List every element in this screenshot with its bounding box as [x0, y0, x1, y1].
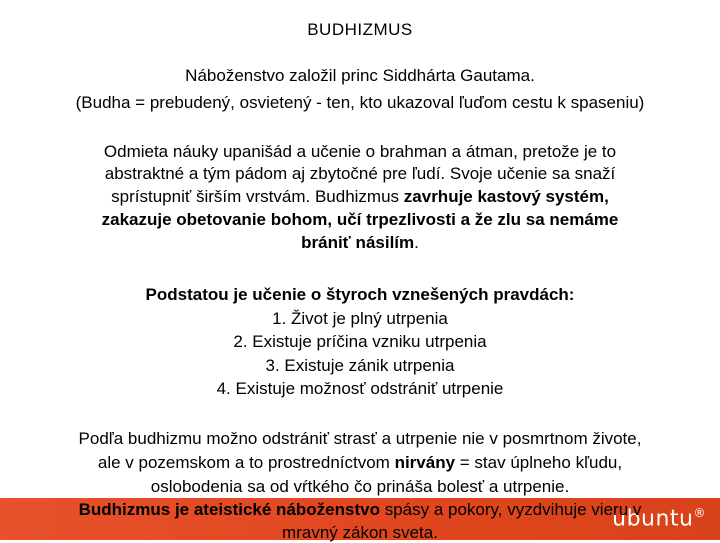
- para1-line-1: Odmieta náuky upanišád a učenie o brahman a átman, pretože je to: [103, 142, 617, 161]
- intro-line-2: (Budha = prebudený, osvietený - ten, kto ukazoval ľuďom cestu k spaseniu): [75, 93, 645, 112]
- ubuntu-circle-of-friends-icon: ®: [693, 506, 706, 520]
- intro-line-1: Náboženstvo založil princ Siddhárta Gautama.: [185, 66, 535, 85]
- para1-line-3-text: sprístupniť širším vrstvám. Budhizmus: [111, 187, 404, 206]
- para2-line-5: mravný zákon sveta.: [282, 523, 438, 542]
- ubuntu-logo-text: ubuntu: [612, 506, 694, 532]
- para1-line-5-bold: brániť násilím: [301, 233, 415, 252]
- para2-line-1: Podľa budhizmu možno odstrániť strasť a utrpenie nie v posmrtnom živote,: [78, 429, 642, 448]
- para1-line-2: abstraktné a tým pádom aj zbytočné pre ľudí. Svoje učenie sa snaží: [104, 164, 616, 183]
- truth-item: 4. Existuje možnosť odstrániť utrpenie: [216, 379, 504, 398]
- para2-line-3: oslobodenia sa od vŕtkého čo prináša bolesť a utrpenie.: [150, 477, 570, 496]
- para1-line-5: [0, 233, 720, 253]
- para1-line-3: [0, 187, 720, 207]
- para1-line-5-end: .: [414, 233, 419, 252]
- truth-item: 3. Existuje zánik utrpenia: [265, 356, 455, 375]
- para2-line-2-text: ale v pozemskom a to prostredníctvom: [97, 453, 395, 472]
- slide-title: BUDHIZMUS: [307, 20, 413, 39]
- truth-item: 2. Existuje príčina vzniku utrpenia: [233, 332, 487, 351]
- truth-item: 1. Život je plný utrpenia: [272, 309, 448, 328]
- para2-line-4-bold: Budhizmus je ateistické náboženstvo: [78, 500, 380, 519]
- para2-line-4-text: spásy a pokory, vyzdvihuje vieru v: [379, 500, 642, 519]
- para2-nirvana: nirvány: [394, 453, 456, 472]
- para1-line-4: zakazuje obetovanie bohom, učí trpezlivosti a že zlu sa nemáme: [101, 210, 619, 229]
- para2-line-2: [0, 453, 720, 473]
- truths-heading: Podstatou je učenie o štyroch vznešených pravdách:: [145, 285, 575, 304]
- para1-line-3-bold: zavrhuje kastový systém,: [403, 187, 609, 206]
- para2-line-4: [0, 500, 720, 520]
- para2-line-2-end: = stav úplneho kľudu,: [455, 453, 623, 472]
